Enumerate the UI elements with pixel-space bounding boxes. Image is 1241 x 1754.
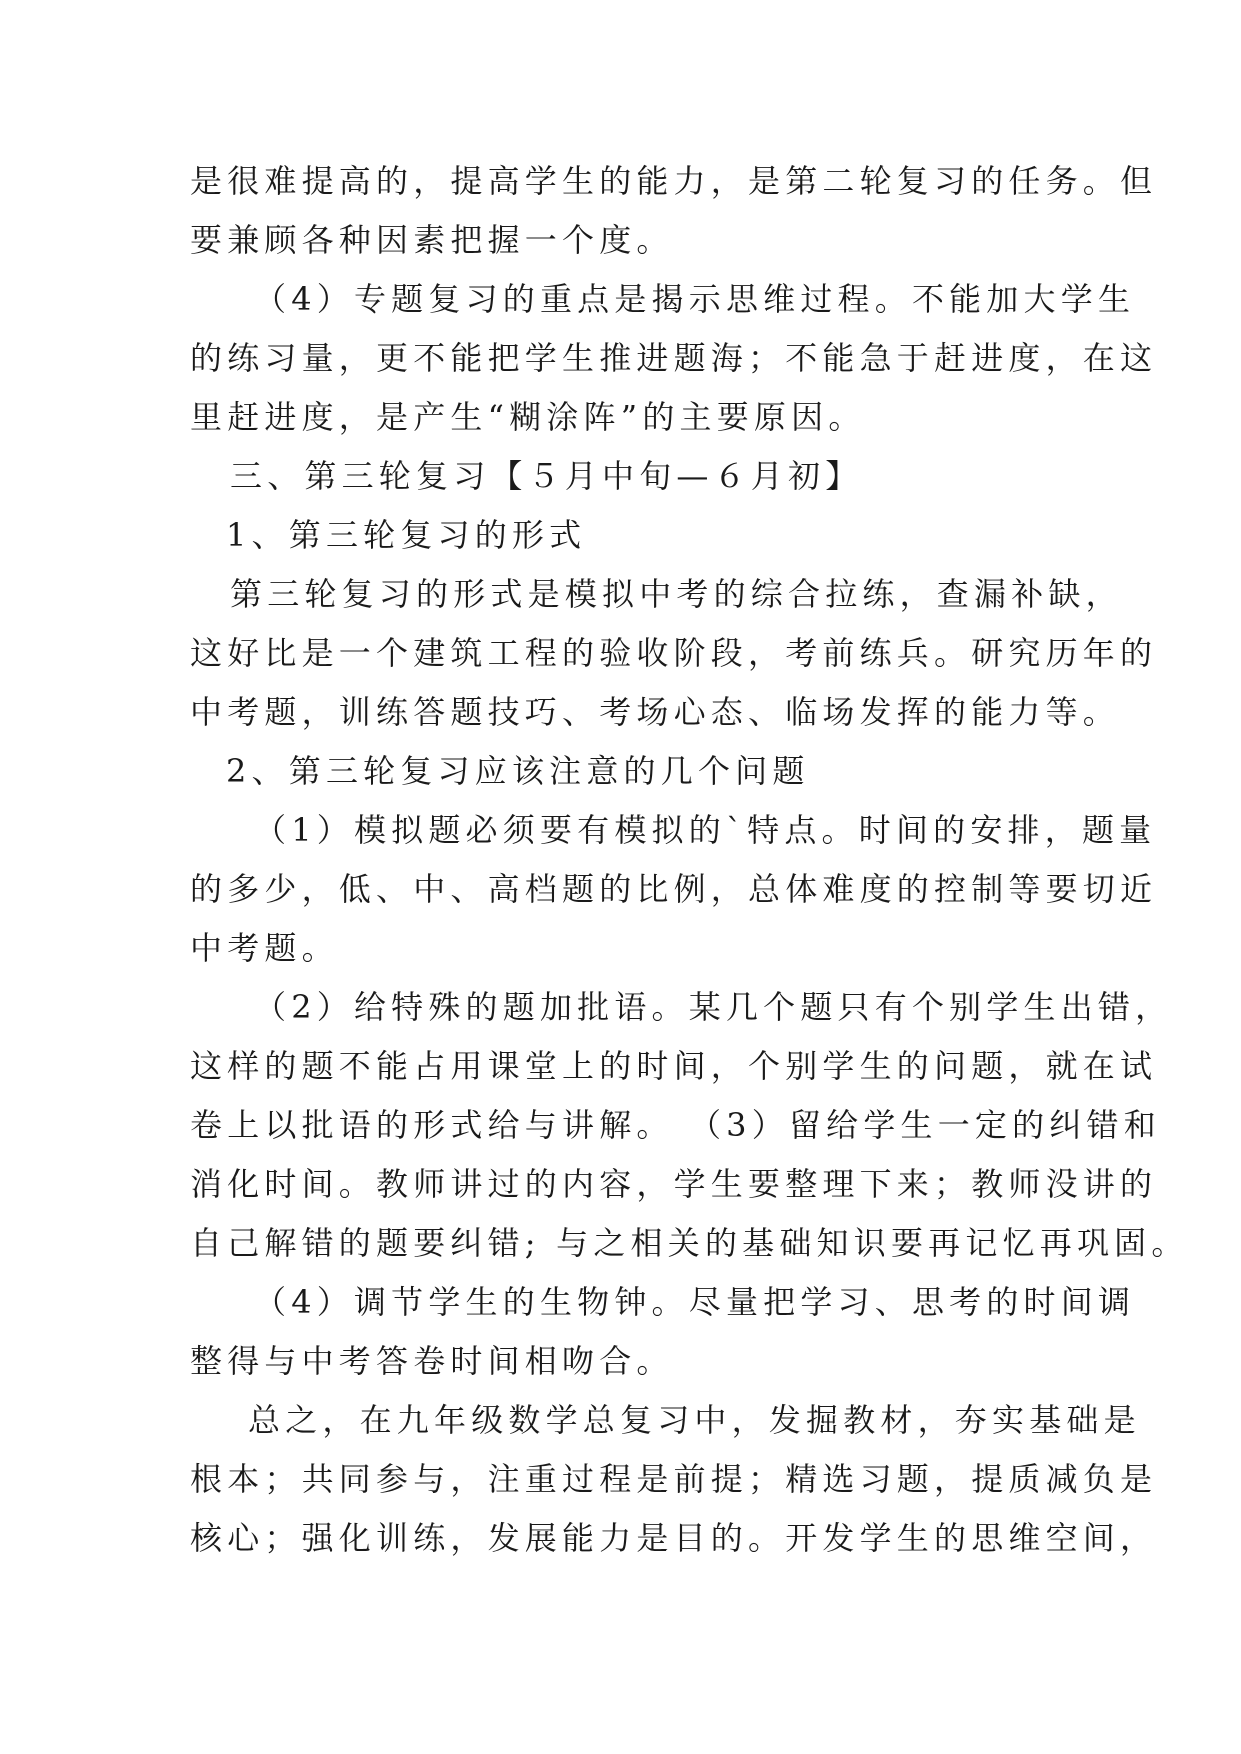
text-line: 整得与中考答卷时间相吻合。 [190, 1342, 674, 1380]
text-line: 中考题，训练答题技巧、考场心态、临场发挥的能力等。 [190, 693, 1121, 731]
text-line: 这样的题不能占用课堂上的时间，个别学生的问题，就在试 [190, 1047, 1158, 1085]
text-line: 消化时间。教师讲过的内容，学生要整理下来；教师没讲的 [190, 1165, 1158, 1203]
text-line: 里赶进度，是产生“糊涂阵”的主要原因。 [190, 398, 866, 436]
text-line: 自己解错的题要纠错; 与之相关的基础知识要再记忆再巩固。 [190, 1224, 1189, 1262]
text-line: 中考题。 [190, 929, 339, 967]
text-line: 要兼顾各种因素把握一个度。 [190, 221, 674, 259]
text-line: 的练习量，更不能把学生推进题海；不能急于赶进度，在这 [190, 339, 1158, 377]
text-line: 卷上以批语的形式给与讲解。 （3）留给学生一定的纠错和 [190, 1106, 1161, 1144]
text-line: （2）给特殊的题加批语。某几个题只有个别学生出错， [254, 988, 1173, 1026]
text-line: 根本；共同参与，注重过程是前提；精选习题，提质减负是 [190, 1460, 1158, 1498]
section-heading: 三、第三轮复习【５月中旬—６月初】 [230, 457, 863, 495]
text-line: 第三轮复习的形式是模拟中考的综合拉练，查漏补缺， [230, 575, 1123, 613]
text-line: 核心；强化训练，发展能力是目的。开发学生的思维空间， [190, 1519, 1158, 1557]
subsection-heading: 2、第三轮复习应该注意的几个问题 [226, 752, 810, 790]
text-line: （1）模拟题必须要有模拟的`特点。时间的安排，题量 [254, 811, 1157, 849]
text-line: 是很难提高的，提高学生的能力，是第二轮复习的任务。但 [190, 162, 1158, 200]
subsection-heading: 1、第三轮复习的形式 [226, 516, 587, 554]
document-body [190, 152, 1189, 1568]
text-line: 总之，在九年级数学总复习中，发掘教材，夯实基础是 [248, 1401, 1141, 1439]
text-line: （4）专题复习的重点是揭示思维过程。不能加大学生 [254, 280, 1136, 318]
text-line: 的多少，低、中、高档题的比例，总体难度的控制等要切近 [190, 870, 1158, 908]
text-line: （4）调节学生的生物钟。尽量把学习、思考的时间调 [254, 1283, 1136, 1321]
text-line: 这好比是一个建筑工程的验收阶段，考前练兵。研究历年的 [190, 634, 1158, 672]
